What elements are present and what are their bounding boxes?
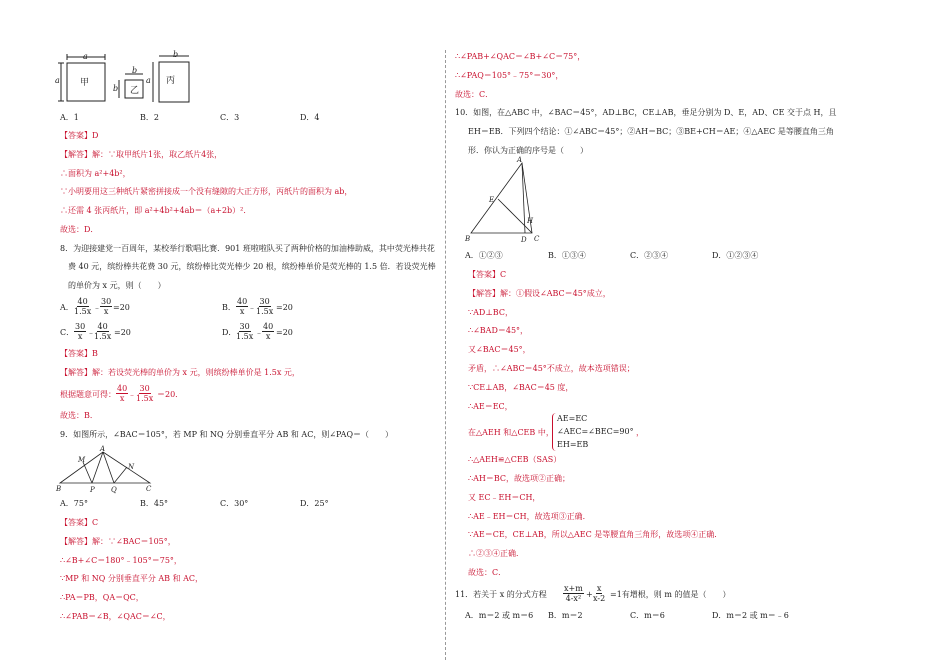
q9-solution-line1: 【解答】解：∵∠BAC＝105°， bbox=[60, 537, 176, 546]
q11-stem-post: =1有增根，则 m 的值是（ ） bbox=[610, 590, 731, 599]
q11-plus: + bbox=[586, 590, 593, 599]
q8-option-b-label: B． bbox=[222, 303, 236, 312]
q8-stem-line3: 的单价为 x 元，则（ ） bbox=[68, 281, 166, 290]
q7-solution-line1: 【解答】解：∵取甲纸片1张，取乙纸片4张， bbox=[60, 150, 223, 159]
q10-solution-line13: ∵AE＝CE，CE⊥AB，所以△AEC 是等腰直角三角形，故选项④正确． bbox=[468, 530, 723, 539]
q11-option-d: D．m＝2 或 m＝﹣6 bbox=[712, 611, 789, 620]
q7-answer: 【答案】D bbox=[60, 131, 99, 140]
q9-label-a: A bbox=[100, 445, 106, 453]
label-b-yi-side: b bbox=[113, 84, 119, 93]
q8-option-d-frac2: $\frac{40}{x}$ bbox=[263, 322, 274, 341]
q9-label-b: B bbox=[56, 485, 62, 493]
q10-option-d: D．①②③④ bbox=[712, 251, 759, 260]
q7-solution-line4: ∴还需 4 张丙纸片，即 a²+4b²+4ab＝（a+2b）²． bbox=[60, 206, 252, 215]
q10-system-eq3: EH=EB bbox=[557, 440, 589, 449]
q8-option-b-frac1: $\frac{40}{x}$ bbox=[237, 297, 248, 316]
q8-option-d-op: ﹣ bbox=[255, 328, 263, 337]
q10-stem-line3: 形．你认为正确的序号是（ ） bbox=[468, 146, 588, 155]
q10-solution-line10: ∴AH＝BC，故选项②正确； bbox=[468, 474, 570, 483]
q8-option-d-frac1: $\frac{30}{1.5x}$ bbox=[236, 322, 254, 341]
q7-option-b: B．2 bbox=[140, 113, 159, 122]
q8-solution-frac2: $\frac{30}{1.5x}$ bbox=[136, 384, 154, 403]
q10-solution-line9: ∴△AEH≌△CEB（SAS） bbox=[468, 455, 562, 464]
q8-option-c-frac2: $\frac{40}{1.5x}$ bbox=[94, 322, 112, 341]
q10-triangle-figure bbox=[460, 155, 550, 240]
q10-stem-line1: 10．如图，在△ABC 中，∠BAC＝45°，AD⊥BC，CE⊥AB，垂足分别为 D、E，AD、CE 交于点 H，且 bbox=[455, 108, 837, 117]
label-a-side: a bbox=[55, 76, 60, 85]
q11-option-b: B．m＝2 bbox=[548, 611, 583, 620]
label-a-top: a bbox=[83, 52, 88, 61]
q9-option-b: B．45° bbox=[140, 499, 169, 508]
column-divider bbox=[445, 50, 446, 660]
label-a-bing-side: a bbox=[146, 76, 151, 85]
q9-solution-line8: 故选：C． bbox=[455, 90, 494, 99]
q9-stem: 9．如图所示，∠BAC＝105°，若 MP 和 NQ 分别垂直平分 AB 和 AC，则∠PAQ＝（ ） bbox=[60, 430, 394, 439]
q10-solution-line8-pre: 在△AEH 和△CEB 中， bbox=[468, 428, 554, 437]
q8-solution-rhs: ＝20． bbox=[157, 390, 184, 399]
q7-solution-line3: ∵小明要用这三种纸片紧密拼接成一个没有缝隙的大正方形，丙纸片的面积为 ab， bbox=[60, 187, 353, 196]
q9-solution-line7: ∴∠PAQ＝105°﹣75°＝30°， bbox=[455, 71, 564, 80]
label-b-yi-top: b bbox=[132, 66, 138, 75]
q9-solution-line5: ∴∠PAB＝∠B，∠QAC＝∠C， bbox=[60, 612, 171, 621]
q10-label-a: A bbox=[517, 156, 523, 164]
q8-option-a-rhs: =20 bbox=[113, 303, 130, 312]
q10-solution-line4: 又∠BAC＝45°， bbox=[468, 345, 531, 354]
q7-option-d: D．4 bbox=[300, 113, 320, 122]
q7-solution-line2: ∴面积为 a²+4b²， bbox=[60, 169, 131, 178]
q7-option-a: A．1 bbox=[60, 113, 79, 122]
q11-option-c: C．m＝6 bbox=[630, 611, 665, 620]
q9-option-c: C．30° bbox=[220, 499, 249, 508]
q9-label-c: C bbox=[146, 485, 152, 493]
q10-solution-line7: ∴AE＝EC， bbox=[468, 402, 513, 411]
q10-solution-line3: ∴∠BAD＝45°， bbox=[468, 326, 529, 335]
q8-option-b-rhs: =20 bbox=[276, 303, 293, 312]
q9-solution-line4: ∴PA＝PB，QA＝QC， bbox=[60, 593, 144, 602]
q9-label-p: P bbox=[90, 486, 95, 494]
q10-stem-line2: EH＝EB．下列四个结论：①∠ABC＝45°；②AH＝BC；③BE+CH＝AE；④△AEC 是等腰直角三角 bbox=[468, 127, 834, 136]
q9-label-m: M bbox=[78, 456, 86, 464]
q10-system-eq2: ∠AEC=∠BEC=90° bbox=[557, 427, 634, 436]
q8-option-d-rhs: =20 bbox=[276, 328, 293, 337]
q8-solution-op: ﹣ bbox=[128, 390, 136, 399]
q10-option-a: A．①②③ bbox=[465, 251, 503, 260]
q10-solution-line15: 故选：C． bbox=[468, 568, 507, 577]
label-jia: 甲 bbox=[80, 78, 90, 88]
q10-solution-line12: ∴AE﹣EH＝CH，故选项③正确． bbox=[468, 512, 591, 521]
q9-option-d: D．25° bbox=[300, 499, 329, 508]
q9-label-n: N bbox=[128, 463, 135, 471]
q10-label-c: C bbox=[534, 235, 540, 243]
q8-solution-line1: 【解答】解：若设荧光棒的单价为 x 元，则缤纷棒单价是 1.5x 元， bbox=[60, 368, 300, 377]
q9-solution-line3: ∵MP 和 NQ 分别垂直平分 AB 和 AC， bbox=[60, 574, 204, 583]
q10-solution-line8-post: ， bbox=[636, 428, 644, 437]
q8-option-c-label: C． bbox=[60, 328, 75, 337]
q8-stem-line1: 8．为迎接建党一百周年，某校举行歌唱比赛．901 班啦啦队买了两种价格的加油棒助威，其中荧光棒共花 bbox=[60, 244, 435, 253]
q10-option-c: C．②③④ bbox=[630, 251, 669, 260]
q8-option-a-frac2: $\frac{30}{x}$ bbox=[101, 297, 112, 316]
label-bing: 丙 bbox=[166, 76, 176, 86]
q8-option-c-rhs: =20 bbox=[114, 328, 131, 337]
q9-label-q: Q bbox=[111, 486, 117, 494]
q10-solution-line2: ∵AD⊥BC， bbox=[468, 308, 513, 317]
q10-solution-line14: ∴②③④正确． bbox=[468, 549, 524, 558]
q10-answer: 【答案】C bbox=[468, 270, 507, 279]
q10-solution-line11: 又 EC﹣EH＝CH， bbox=[468, 493, 541, 502]
q8-option-b-op: ﹣ bbox=[248, 303, 256, 312]
q9-solution-line2: ∴∠B+∠C＝180°﹣105°＝75°， bbox=[60, 556, 182, 565]
q8-solution-line3: 故选：B． bbox=[60, 411, 98, 420]
q8-answer: 【答案】B bbox=[60, 349, 98, 358]
q9-answer: 【答案】C bbox=[60, 518, 99, 527]
q10-label-e: E bbox=[489, 196, 495, 204]
q8-solution-frac1: $\frac{40}{x}$ bbox=[117, 384, 128, 403]
q9-option-a: A．75° bbox=[60, 499, 88, 508]
q8-option-c-op: ﹣ bbox=[87, 328, 95, 337]
q11-stem-pre: 11．若关于 x 的分式方程 bbox=[455, 590, 547, 599]
q8-option-c-frac1: $\frac{30}{x}$ bbox=[75, 322, 86, 341]
q8-solution-line2-pre: 根据题意可得： bbox=[60, 390, 116, 399]
label-yi: 乙 bbox=[130, 86, 140, 96]
q8-option-d-label: D． bbox=[222, 328, 237, 337]
q11-frac1: $\frac{x+m}{\text{4-x²}}$ bbox=[564, 584, 583, 603]
q10-solution-line1: 【解答】解：①假设∠ABC＝45°成立， bbox=[468, 289, 611, 298]
q8-option-a-label: A． bbox=[60, 303, 74, 312]
q10-label-h: H bbox=[527, 217, 534, 225]
q10-option-b: B．①③④ bbox=[548, 251, 586, 260]
q10-solution-line5: 矛盾，∴∠ABC＝45°不成立，故本选项错误； bbox=[468, 364, 635, 373]
q11-option-a: A．m＝2 或 m＝6 bbox=[465, 611, 534, 620]
q8-option-b-frac2: $\frac{30}{1.5x}$ bbox=[256, 297, 274, 316]
q7-solution-line5: 故选：D． bbox=[60, 225, 99, 234]
q11-frac2: $\frac{x}{x-2}$ bbox=[593, 584, 606, 603]
q8-option-a-op: ﹣ bbox=[93, 303, 101, 312]
q10-solution-line6: ∵CE⊥AB，∠BAC＝45 度， bbox=[468, 383, 574, 392]
q10-label-b: B bbox=[465, 235, 471, 243]
q8-stem-line2: 费 40 元，缤纷棒共花费 30 元，缤纷棒比荧光棒少 20 根，缤纷棒单价是荧光棒的 1.5 倍．若设荧光棒 bbox=[68, 262, 436, 271]
q10-label-d: D bbox=[521, 236, 527, 244]
q8-option-a-frac1: $\frac{40}{1.5x}$ bbox=[74, 297, 92, 316]
q7-option-c: C．3 bbox=[220, 113, 240, 122]
label-b-bing-top: b bbox=[173, 50, 179, 59]
q10-system-eq1: AE=EC bbox=[557, 414, 588, 423]
q9-solution-line6: ∴∠PAB+∠QAC＝∠B+∠C＝75°， bbox=[455, 52, 586, 61]
